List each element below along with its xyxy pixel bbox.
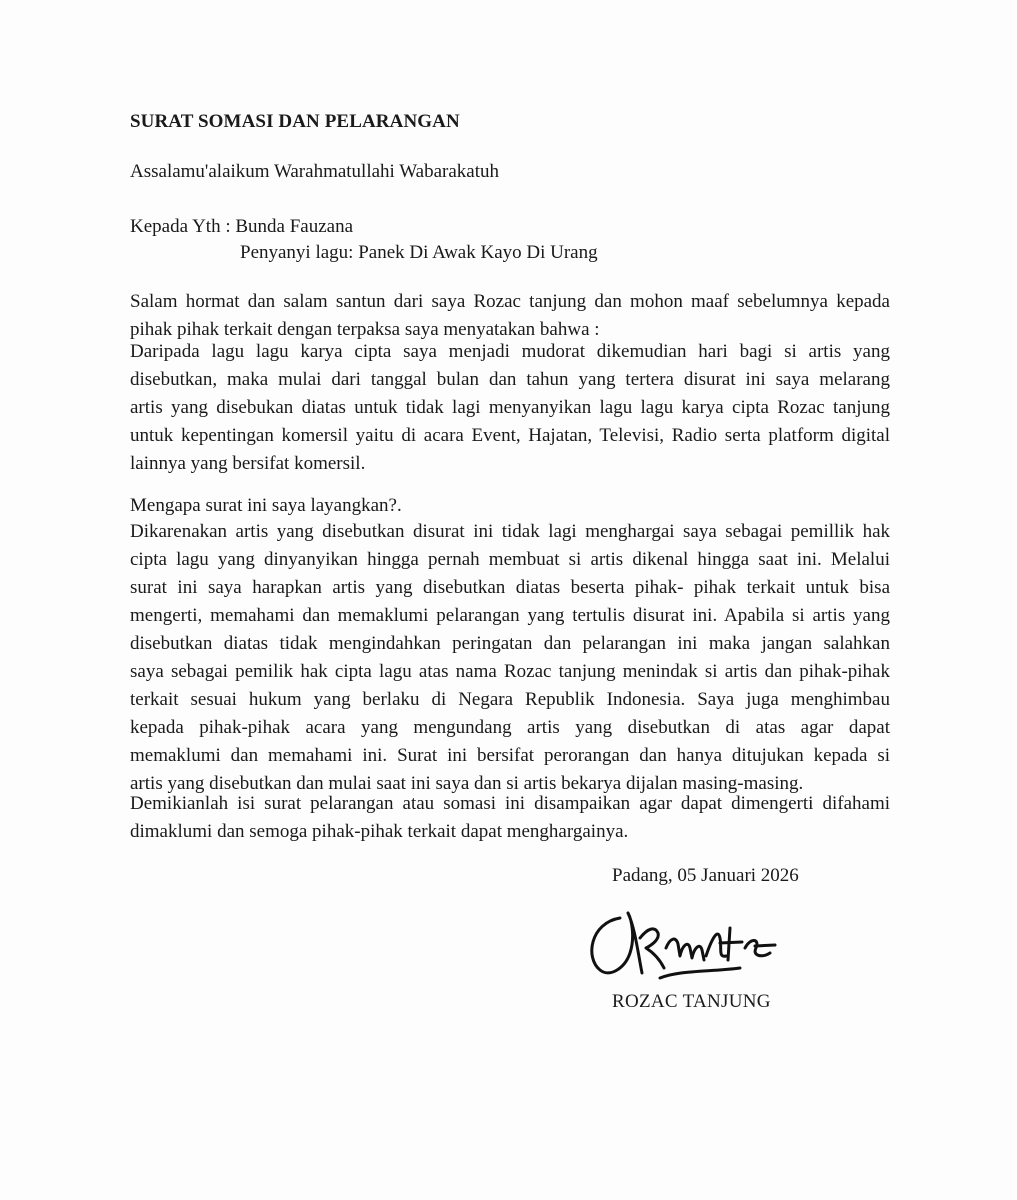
- paragraph-line: kepada pihak-pihak acara yang mengundang artis yang disebutkan di atas agar dapat: [130, 717, 890, 738]
- paragraph-reason: [130, 518, 890, 798]
- paragraph-line: terkait sesuai hukum yang berlaku di Negara Republik Indonesia. Saya juga menghimbau: [130, 689, 890, 710]
- paragraph-line: Daripada lagu lagu karya cipta saya menjadi mudorat dikemudian hari bagi si artis yang: [130, 341, 890, 362]
- paragraph-line: Dikarenakan artis yang disebutkan disurat ini tidak lagi menghargai saya sebagai pemillik hak: [130, 521, 890, 542]
- paragraph-line: memaklumi dan memahami ini. Surat ini bersifat perorangan dan hanya ditujukan kepada si: [130, 745, 890, 766]
- paragraph-line: pihak pihak terkait dengan terpaksa saya menyatakan bahwa :: [130, 319, 600, 340]
- paragraph-line: Mengapa surat ini saya layangkan?.: [130, 495, 402, 516]
- paragraph-line: cipta lagu yang dinyanyikan hingga pernah membuat si artis dikenal hingga saat ini. Melalui: [130, 549, 890, 570]
- paragraph-line: untuk kepentingan komersil yaitu di acara Event, Hajatan, Televisi, Radio serta platform digital: [130, 425, 890, 446]
- paragraph-prohibition: [130, 338, 890, 478]
- signature-image: [580, 898, 800, 988]
- paragraph-opening: [130, 288, 890, 344]
- place-date: Padang, 05 Januari 2026: [612, 865, 799, 886]
- paragraph-closing: [130, 790, 890, 846]
- paragraph-line: artis yang disebukan diatas untuk tidak lagi menyanyikan lagu lagu karya cipta Rozac tanjung: [130, 397, 890, 418]
- greeting: Assalamu'alaikum Warahmatullahi Wabarakatuh: [130, 161, 499, 182]
- letter-title: SURAT SOMASI DAN PELARANGAN: [130, 111, 460, 132]
- signer-name: ROZAC TANJUNG: [612, 991, 771, 1012]
- recipient-line-2: Penyanyi lagu: Panek Di Awak Kayo Di Urang: [240, 242, 598, 263]
- paragraph-line: Salam hormat dan salam santun dari saya Rozac tanjung dan mohon maaf sebelumnya kepada: [130, 291, 890, 312]
- paragraph-line: mengerti, memahami dan memaklumi pelarangan yang tertulis disurat ini. Apabila si artis yang: [130, 605, 890, 626]
- paragraph-line: surat ini saya harapkan artis yang disebutkan diatas beserta pihak- pihak terkait untuk bisa: [130, 577, 890, 598]
- paragraph-question: [130, 492, 890, 520]
- paragraph-line: dimaklumi dan semoga pihak-pihak terkait dapat menghargainya.: [130, 821, 629, 842]
- paragraph-line: saya sebagai pemilik hak cipta lagu atas nama Rozac tanjung menindak si artis dan pihak-pihak: [130, 661, 890, 682]
- paragraph-line: disebutkan diatas tidak mengindahkan peringatan dan pelarangan ini maka jangan salahkan: [130, 633, 890, 654]
- paragraph-line: artis yang disebutkan dan mulai saat ini saya dan si artis bekarya dijalan masing-masing.: [130, 773, 804, 794]
- recipient-line-1: Kepada Yth : Bunda Fauzana: [130, 216, 353, 237]
- paragraph-line: disebutkan, maka mulai dari tanggal bulan dan tahun yang tertera disurat ini saya melarang: [130, 369, 890, 390]
- paragraph-line: lainnya yang bersifat komersil.: [130, 453, 366, 474]
- paragraph-line: Demikianlah isi surat pelarangan atau somasi ini disampaikan agar dapat dimengerti difahami: [130, 793, 890, 814]
